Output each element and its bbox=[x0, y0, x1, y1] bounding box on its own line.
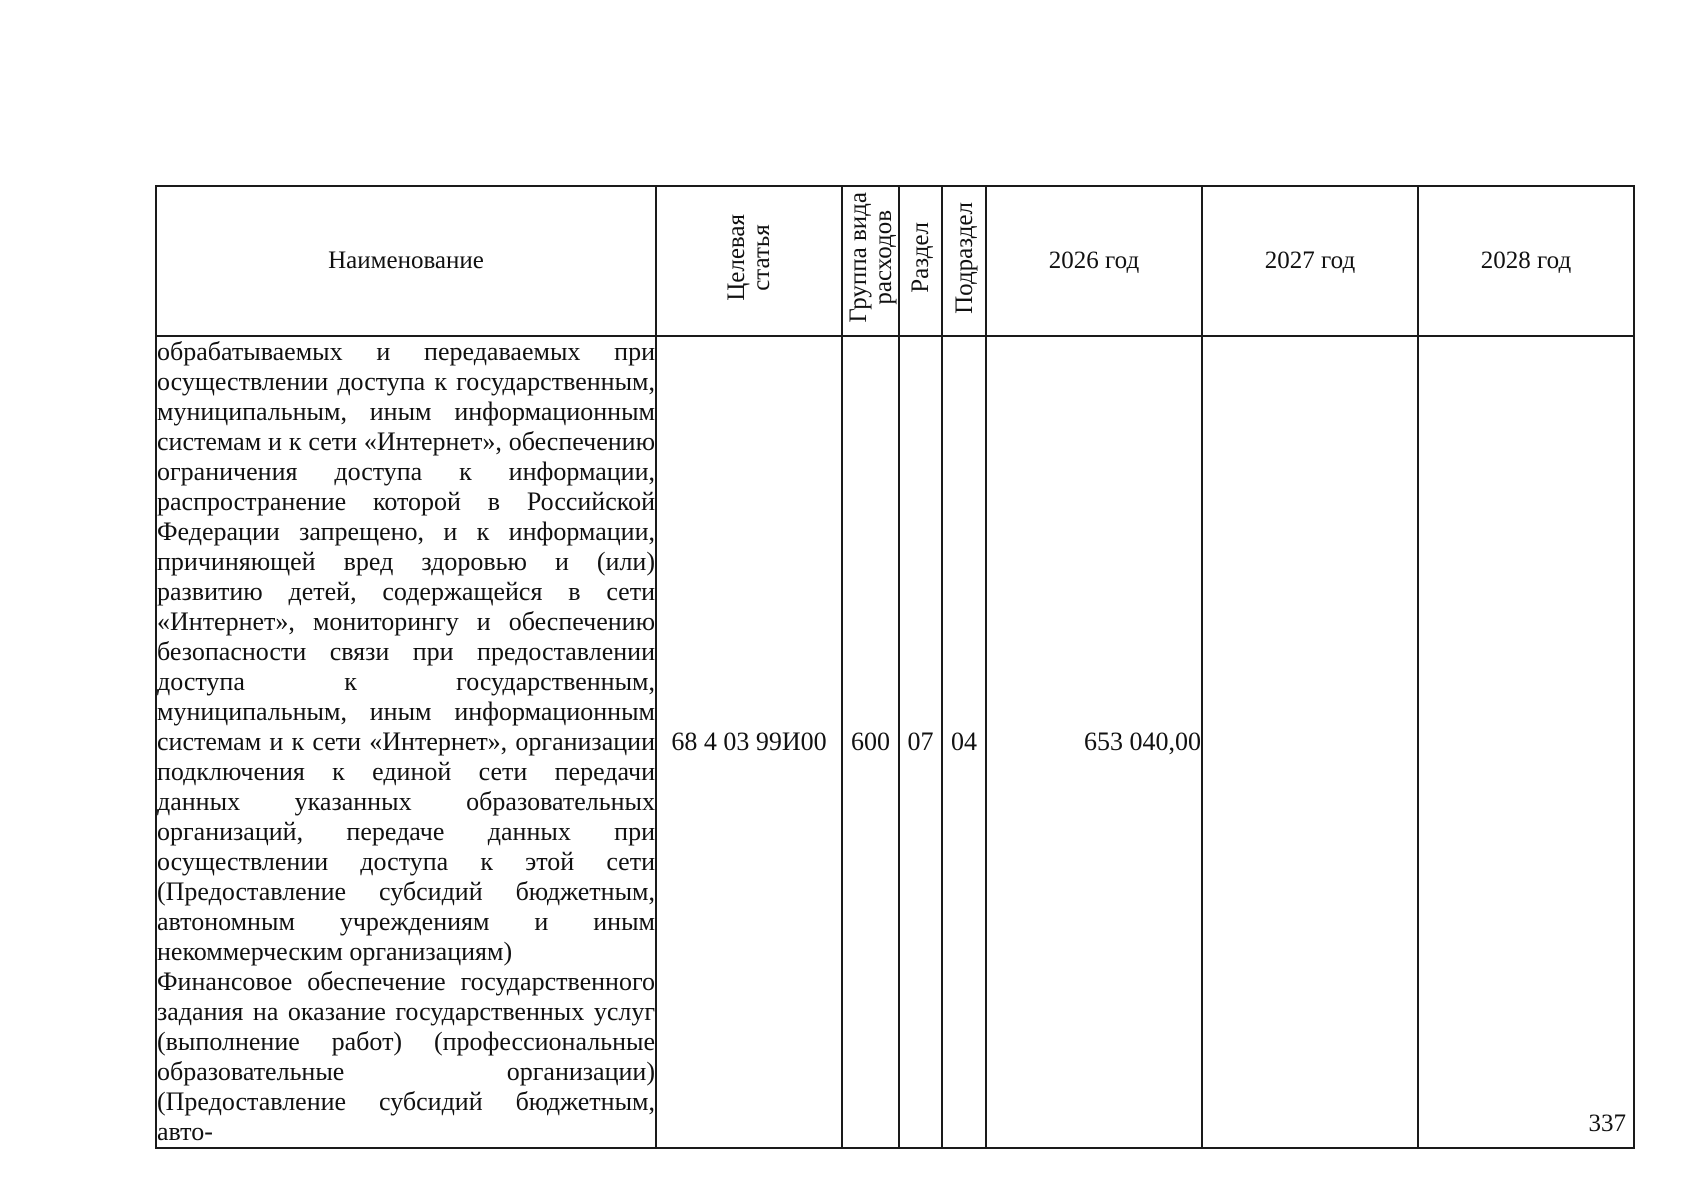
header-expense-group-label: Группа вида расходов bbox=[844, 192, 897, 323]
header-year-2028 bbox=[1418, 186, 1634, 336]
table-header-row bbox=[156, 186, 1634, 336]
header-subsection bbox=[942, 186, 986, 336]
header-target-article bbox=[656, 186, 842, 336]
row-year-2028-value bbox=[1418, 336, 1634, 1148]
page-number: 337 bbox=[1588, 1110, 1626, 1137]
header-name-label: Наименование bbox=[328, 247, 484, 274]
row-target-article: 68 4 03 99И00 bbox=[656, 336, 842, 1148]
header-expense-group bbox=[842, 186, 899, 336]
row-expense-group: 600 bbox=[842, 336, 899, 1148]
header-year-2027 bbox=[1202, 186, 1418, 336]
row-name-continued-text: Финансовое обеспечение государственного задания на оказание государственных услуг (выполнение работ) (профессиональные образовательные организации) (Предоставление субсидий бюджетным, авто- bbox=[157, 967, 655, 1146]
header-year-2027-label: 2027 год bbox=[1264, 247, 1356, 274]
header-target-article-label: Целевая статья bbox=[723, 214, 775, 301]
table-row bbox=[156, 336, 1634, 1148]
row-year-2026-value: 653 040,00 bbox=[986, 336, 1202, 1148]
header-subsection-label: Подраздел bbox=[950, 201, 978, 314]
header-section bbox=[899, 186, 942, 336]
header-year-2026-label: 2026 год bbox=[1048, 247, 1140, 274]
row-subsection: 04 bbox=[942, 336, 986, 1148]
header-year-2026 bbox=[986, 186, 1202, 336]
row-year-2027-value bbox=[1202, 336, 1418, 1148]
row-name-cell bbox=[156, 336, 656, 1148]
header-section-label: Раздел bbox=[907, 222, 934, 293]
header-name bbox=[156, 186, 656, 336]
row-section: 07 bbox=[899, 336, 942, 1148]
header-year-2028-label: 2028 год bbox=[1480, 247, 1572, 274]
row-name-text: обрабатываемых и передаваемых при осуществлении доступа к государственным, муниципальным, иным информационным системам и к сети «Интернет», обеспечению ограничения доступа к информации, распространение которой в Российской Федерации запрещено, и к информации, причиняющей вред здоровью и (или) развитию детей, содержащейся в сети «Интернет», мониторингу и обеспечению безопасности связи при предоставлении доступа к государственным, муниципальным, иным информационным системам и к сети «Интернет», организации подключения к единой сети передачи данных указанных образовательных организаций, передаче данных при осуществлении доступа к этой сети (Предоставление субсидий бюджетным, автономным учреждениям и иным некоммерческим организациям) bbox=[157, 337, 655, 966]
budget-table bbox=[155, 185, 1635, 1149]
